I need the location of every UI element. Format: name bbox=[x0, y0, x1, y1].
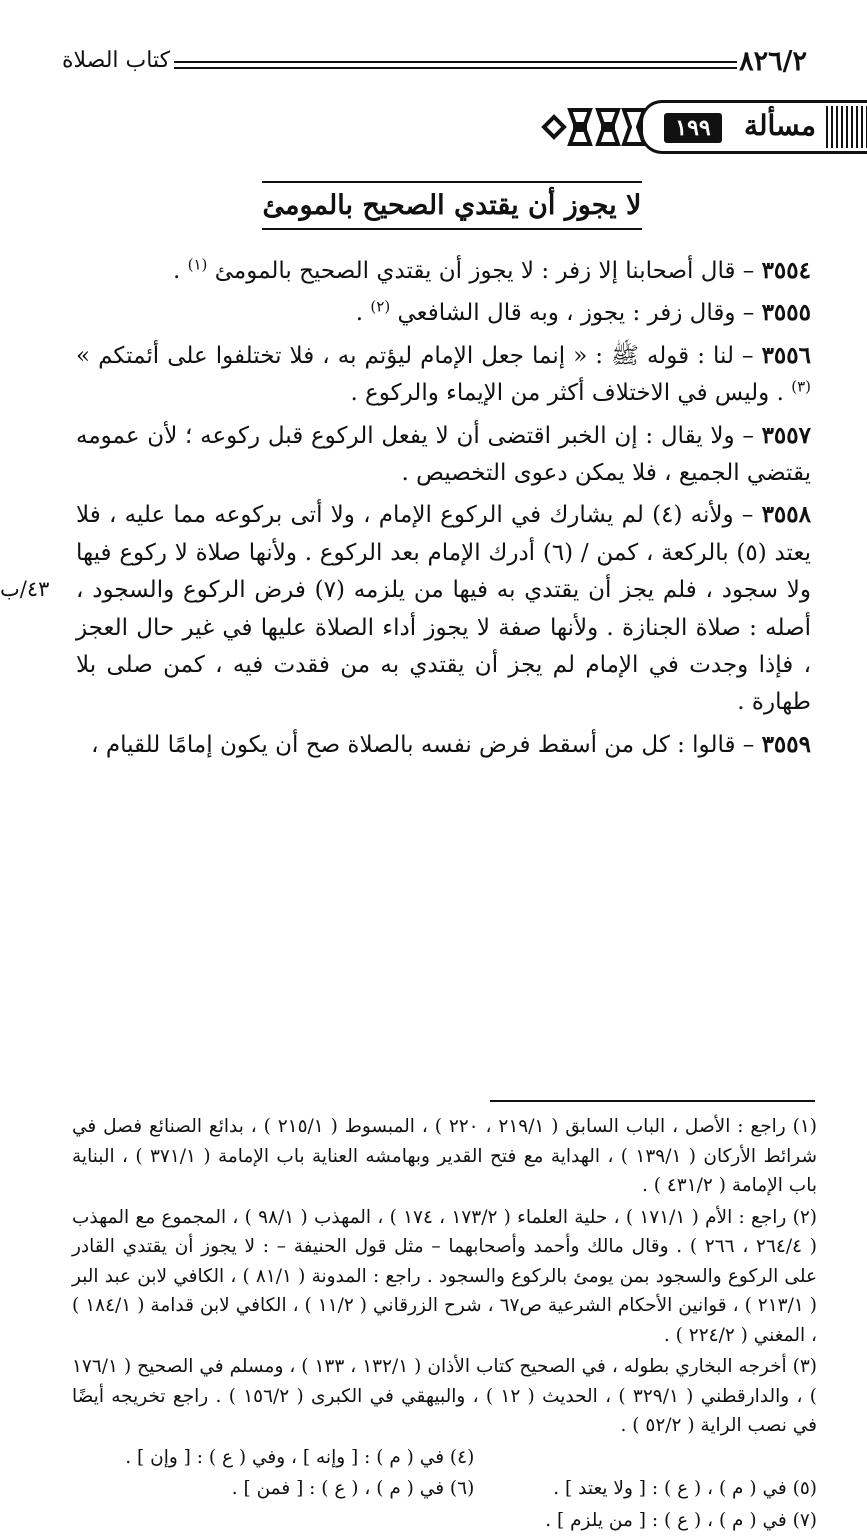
paragraph bbox=[76, 417, 811, 493]
paragraph-end: . bbox=[355, 300, 371, 327]
paragraph bbox=[76, 726, 811, 764]
paragraph-number: ٣٥٥٨ bbox=[761, 501, 811, 529]
footnote: (٦) في ( م ) ، ( ع ) : [ فمن ] . bbox=[231, 1478, 475, 1499]
running-header bbox=[62, 44, 807, 84]
paragraph-number: ٣٥٥٤ bbox=[761, 257, 811, 284]
paragraph bbox=[76, 252, 811, 290]
paragraph-number: ٣٥٥٧ bbox=[761, 421, 811, 449]
paragraph-text: – لنا : قوله ﷺ : « إنما جعل الإمام ليؤتم به ، فلا تختلفوا على أئمتكم » bbox=[76, 342, 762, 369]
body-text bbox=[76, 252, 811, 768]
paragraph-text: – وقال زفر : يجوز ، وبه قال الشافعي bbox=[390, 300, 762, 327]
issue-banner bbox=[540, 96, 867, 160]
paragraph-number: ٣٥٥٥ bbox=[761, 299, 811, 327]
page-number: ٨٢٦/٢ bbox=[739, 46, 807, 77]
footnote-ref: (١) bbox=[187, 255, 208, 274]
paragraph-text: – قالوا : كل من أسقط فرض نفسه بالصلاة صح أن يكون إمامًا للقيام ، bbox=[91, 731, 762, 758]
footnote: (٢) راجع : الأم ( ١٧١/١ ) ، حلية العلماء ( ١٧٣/٢ ، ١٧٤ ) ، المهذب ( ٩٨/١ ) ، المجموع مع المهذب ( ٢٦٤/٤ ، ٢٦٦ ) . وقال مالك وأحمد وأصحابهما – مثل قول الحنيفة – : لا يجوز أن يقتدي القادر على الركوع والسجود بمن يومئ بالركوع والسجود . راجع : المدونة ( ٨١/١ ) ، الكافي لابن عبد البر ( ٢١٣/١ ) ، قوانين الأحكام الشرعية ص٦٧ ، شرح الزرقاني ( ١١/٢ ) ، الكافي لابن قدامة ( ١٨٤/١ ) ، المغني ( ٢٢٤/٢ ) . bbox=[72, 1206, 818, 1346]
footnote: (١) راجع : الأصل ، الباب السابق ( ٢١٩/١ ، ٢٢٠ ) ، المبسوط ( ٢١٥/١ ) ، بدائع الصنائع فصل في شرائط الأركان ( ١٣٩/١ ) ، الهداية مع فتح القدير وبهامشه العناية باب الإمامة ( ٣٧١/١ ) ، البناية باب الإمامة ( ٤٣١/٢ ) . bbox=[72, 1116, 817, 1196]
paragraph bbox=[76, 496, 811, 721]
footnotes bbox=[72, 1112, 817, 1537]
footnote-ref: (٣) bbox=[791, 377, 811, 396]
ornament-icon bbox=[540, 102, 650, 152]
paragraph-end: . bbox=[172, 258, 188, 284]
footnote: (٥) في ( م ) ، ( ع ) : [ ولا يعتد ] . bbox=[553, 1478, 817, 1499]
book-title: كتاب الصلاة bbox=[62, 48, 171, 73]
issue-number: ١٩٩ bbox=[664, 113, 722, 143]
footnote: (٣) أخرجه البخاري بطوله ، في الصحيح كتاب الأذان ( ١٣٢/١ ، ١٣٣ ) ، ومسلم في الصحيح ( ١٧٦/١ ) ، والدارقطني ( ٣٢٩/١ ) ، الحديث ( ١٢ ) ، والبيهقي في الكبرى ( ١٥٦/٢ ) . راجع تخريجه أيضًا في نصب الراية ( ٥٢/٢ ) . bbox=[72, 1356, 817, 1436]
paragraph bbox=[76, 337, 811, 413]
issue-label: مسألة bbox=[743, 109, 816, 142]
margin-folio-note: ٤٣/ب bbox=[0, 577, 50, 601]
hatch-decoration bbox=[826, 106, 867, 148]
footnote-row bbox=[72, 1474, 817, 1504]
issue-label-box bbox=[640, 100, 867, 154]
paragraph-end: . وليس في الاختلاف أكثر من الإيماء والركوع . bbox=[350, 380, 792, 407]
paragraph-text: – ولأنه (٤) لم يشارك في الركوع الإمام ، ولا أتى بركوعه مما عليه ، فلا يعتد (٥) بالركعة ، كمن / (٦) أدرك الإمام بعد الركوع . ولأنها صلاة لا ركوع فيها ولا سجود ، فلم يجز أن يقتدي به فيها من يلزمه (٧) فرض الركوع والسجود ، أصله : صلاة الجنازة . ولأنها صفة لا يجوز أداء الصلاة عليها في غير حال العجز ، فإذا وجدت في الإمام لم يجز أن يقتدي به من فقدت فيه ، كمن صلى بلا طهارة . bbox=[76, 502, 811, 716]
paragraph bbox=[76, 294, 811, 332]
paragraph-text: – ولا يقال : إن الخبر اقتضى أن لا يفعل الركوع قبل ركوعه ؛ لأن عمومه يقتضي الجميع ، فلا يمكن دعوى التخصيص . bbox=[76, 422, 811, 487]
paragraph-number: ٣٥٥٩ bbox=[761, 730, 811, 758]
issue-title: لا يجوز أن يقتدي الصحيح بالمومئ bbox=[262, 181, 642, 230]
header-rule bbox=[174, 61, 737, 69]
footnote-separator bbox=[490, 1100, 815, 1102]
footnote: (٤) في ( م ) : [ وإنه ] ، وفي ( ع ) : [ وإن ] . bbox=[125, 1446, 475, 1468]
footnote: (٧) في ( م ) ، ( ع ) : [ من يلزم ] . bbox=[545, 1509, 817, 1531]
paragraph-text: – قال أصحابنا إلا زفر : لا يجوز أن يقتدي الصحيح بالمومئ bbox=[207, 258, 762, 284]
paragraph-number: ٣٥٥٦ bbox=[761, 341, 811, 369]
footnote-row bbox=[72, 1443, 817, 1473]
footnote-ref: (٢) bbox=[370, 297, 391, 316]
